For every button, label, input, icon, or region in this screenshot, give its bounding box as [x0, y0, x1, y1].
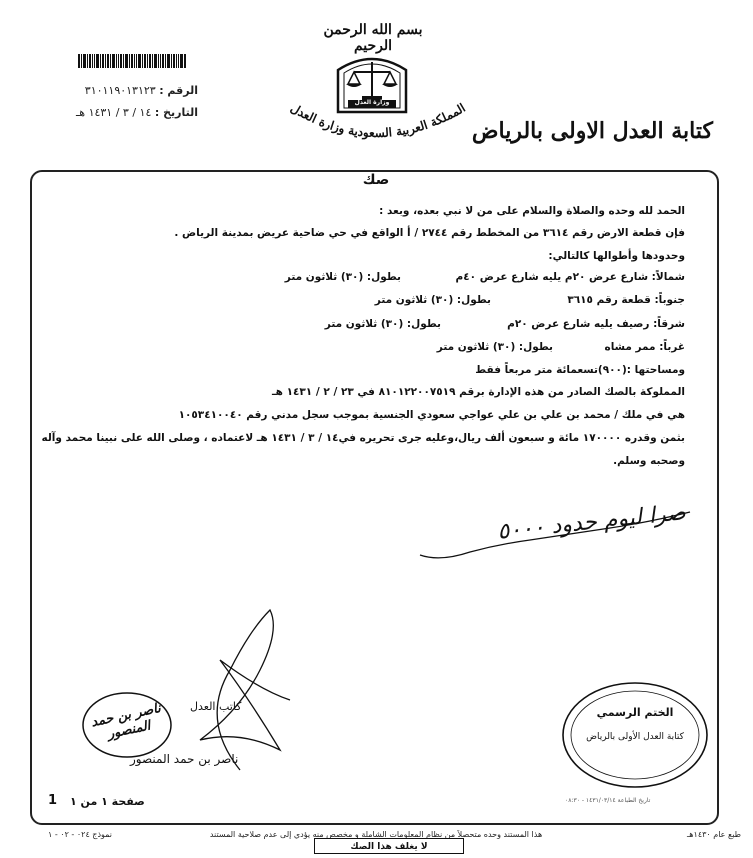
footer-notice-box: لا يغلف هذا الصك: [314, 838, 464, 854]
boundary-south-length: بطول: (٣٠) ثلاثون متر: [374, 294, 491, 306]
footer-notice: هذا المستند وحده متحصلاً من نظام المعلومات الشاملة و مخصص منه يؤدي إلى عدم صلاحية المستند: [209, 830, 543, 839]
form-number: نموذج ٠٢٤ - ٠٢ - ١: [48, 830, 113, 839]
boundary-east: [507, 318, 685, 330]
area: ومساحتها :(٩٠٠)تسعمائة متر مربعاً فقط: [475, 364, 685, 376]
boundary-west-length: بطول: (٣٠) ثلاثون متر: [436, 341, 553, 353]
notary-signature-seal: [80, 690, 175, 760]
owner: هي في ملك / محمد بن علي بن علي عواجي سعودي الجنسية بموجب سجل مدني رقم ١٠٥٣٤١٠٠٤٠: [178, 409, 685, 421]
emblem-label: وزارة العدل: [354, 99, 390, 106]
notary-seal-text: ناصر بن حمد المنصور: [89, 700, 163, 743]
official-seal-text: كتابة العدل الأولى بالرياض: [586, 732, 684, 742]
handwritten-note: [410, 500, 700, 570]
plot-description: فإن قطعة الارض رقم ٣٦١٤ من المخطط رقم ٢٧٤٤ / أ الواقع في حي ضاحية عريض بمدينة الرياض .: [174, 227, 685, 239]
page-number-digit: 1: [48, 793, 58, 808]
notary-name: ناصر بن حمد المنصور: [130, 752, 239, 766]
boundary-north-length: بطول: (٣٠) ثلاثون متر: [284, 271, 401, 283]
closing: وصحبه وسلم.: [613, 455, 685, 467]
boundaries-heading: وحدودها وأطوالها كالتالي:: [548, 250, 685, 262]
boundary-east-direction: شرقاً: رصيف يليه شارع عرض ٢٠م: [507, 318, 685, 330]
boundary-south-direction: جنوباً: قطعة رقم ٣٦١٥: [567, 294, 685, 306]
page-number: صفحة ١ من ١: [70, 795, 145, 808]
price: بثمن وقدره ١٧٠٠٠٠ مائة و سبعون ألف ريال،وعليه جرى تحريره في١٤ / ٣ / ١٤٣١ هـ لاعتماده ، وصلى الله على نبينا محمد وآله: [41, 432, 685, 444]
notary-label: كاتب العدل: [190, 700, 242, 713]
number-value: ٣١٠١١٩٠١٣١٢٣: [84, 84, 156, 97]
official-seal: [560, 680, 710, 790]
boundary-north-direction: شمالاً: شارع عرض ٢٠م يليه شارع عرض ٤٠م: [455, 271, 685, 283]
boundary-east-length: بطول: (٣٠) ثلاثون متر: [324, 318, 441, 330]
bismillah: بسم الله الرحمن الرحيم: [323, 22, 423, 54]
svg-text:المملكة العربية السعودية وزارة: [288, 101, 468, 141]
print-info: تاريخ الطباعة ١٤٣١/٠٣/١٤ - ٠٨:٣٠: [565, 797, 651, 804]
handwritten-note-text: صرا ليوم حدود ٥٠٠٠: [496, 500, 687, 545]
number-label: الرقم :: [159, 84, 198, 97]
date-label: التاريخ :: [154, 106, 198, 119]
boundary-west: [605, 341, 686, 353]
arc-calligraphy: [275, 98, 480, 158]
boundary-north: [456, 271, 685, 283]
owned-by-deed: المملوكة بالصك الصادر من هذه الإدارة برقم ٨١٠١٢٢٠٠٧٥١٩ في ٢٣ / ٢ / ١٤٣١ هـ: [272, 386, 685, 398]
barcode: [78, 54, 186, 68]
document-title: صك: [362, 172, 390, 188]
print-year: طبع عام ١٤٣٠هـ: [686, 830, 741, 839]
opening-line: الحمد لله وحده والصلاة والسلام على من لا نبي بعده، وبعد :: [379, 205, 685, 217]
official-seal-label: الختم الرسمي: [596, 706, 674, 719]
arc-calligraphy-text: المملكة العربية السعودية وزارة العدل: [288, 100, 468, 141]
date-value: ١٤ / ٣ / ١٤٣١ هـ: [76, 106, 152, 119]
office-name: كتابة العدل الاولى بالرياض: [471, 118, 713, 144]
document-date: [78, 106, 198, 119]
boundary-west-direction: غرباً: ممر مشاه: [604, 341, 685, 353]
document-number: [78, 84, 198, 97]
boundary-south: [567, 294, 685, 306]
